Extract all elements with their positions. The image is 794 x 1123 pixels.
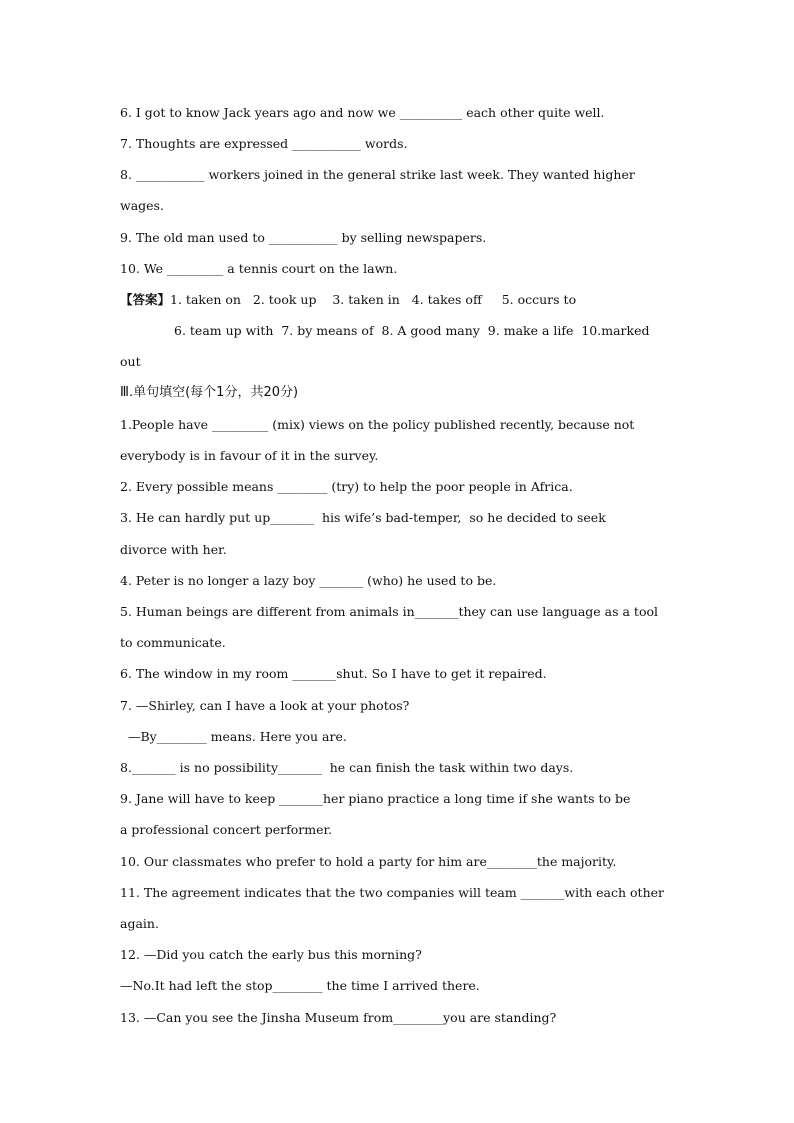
question-7: 7. Thoughts are expressed ___________ words. <box>120 136 408 151</box>
fill-line: 3. He can hardly put up_______ his wife’s bad-temper, so he decided to seek <box>120 510 606 525</box>
fill-line: 5. Human beings are different from animals in_______they can use language as a tool <box>120 604 658 619</box>
fill-line: 2. Every possible means ________ (try) to help the poor people in Africa. <box>120 479 573 494</box>
answer-text-1: 1. taken on 2. took up 3. taken in 4. takes off 5. occurs to <box>170 292 577 307</box>
fill-line: 7. —Shirley, can I have a look at your photos? <box>120 698 410 713</box>
fill-line: 13. —Can you see the Jinsha Museum from________you are standing? <box>120 1010 557 1025</box>
answer-label: 【答案】 <box>120 292 171 307</box>
fill-line: to communicate. <box>120 635 226 650</box>
fill-line: 8._______ is no possibility_______ he can finish the task within two days. <box>120 760 574 775</box>
fill-line: 6. The window in my room _______shut. So I have to get it repaired. <box>120 666 547 681</box>
fill-line: 11. The agreement indicates that the two companies will team _______with each other <box>120 885 665 900</box>
fill-line: 4. Peter is no longer a lazy boy _______ (who) he used to be. <box>120 573 497 588</box>
answer-line-1 <box>120 292 680 308</box>
question-9: 9. The old man used to ___________ by selling newspapers. <box>120 230 487 245</box>
fill-line: 10. Our classmates who prefer to hold a party for him are________the majority. <box>120 854 617 869</box>
fill-line: —By________ means. Here you are. <box>120 729 347 744</box>
fill-line: —No.It had left the stop________ the time I arrived there. <box>120 978 480 993</box>
fill-line: a professional concert performer. <box>120 822 333 837</box>
fill-line: everybody is in favour of it in the survey. <box>120 448 379 463</box>
question-10: 10. We _________ a tennis court on the lawn. <box>120 261 398 276</box>
fill-line: 1.People have _________ (mix) views on the policy published recently, because not <box>120 417 635 432</box>
question-6: 6. I got to know Jack years ago and now we __________ each other quite well. <box>120 105 605 120</box>
answer-line-2: 6. team up with 7. by means of 8. A good many 9. make a life 10.marked <box>174 323 650 338</box>
question-8-continuation: wages. <box>120 198 164 213</box>
fill-line: 12. —Did you catch the early bus this morning? <box>120 947 422 962</box>
fill-line: 9. Jane will have to keep _______her piano practice a long time if she wants to be <box>120 791 631 806</box>
answer-line-3: out <box>120 354 141 369</box>
fill-line: again. <box>120 916 159 931</box>
fill-line: divorce with her. <box>120 542 227 557</box>
question-8: 8. ___________ workers joined in the general strike last week. They wanted higher <box>120 167 635 182</box>
section-heading: Ⅲ.单句填空(每个1分，共20分) <box>120 385 299 400</box>
